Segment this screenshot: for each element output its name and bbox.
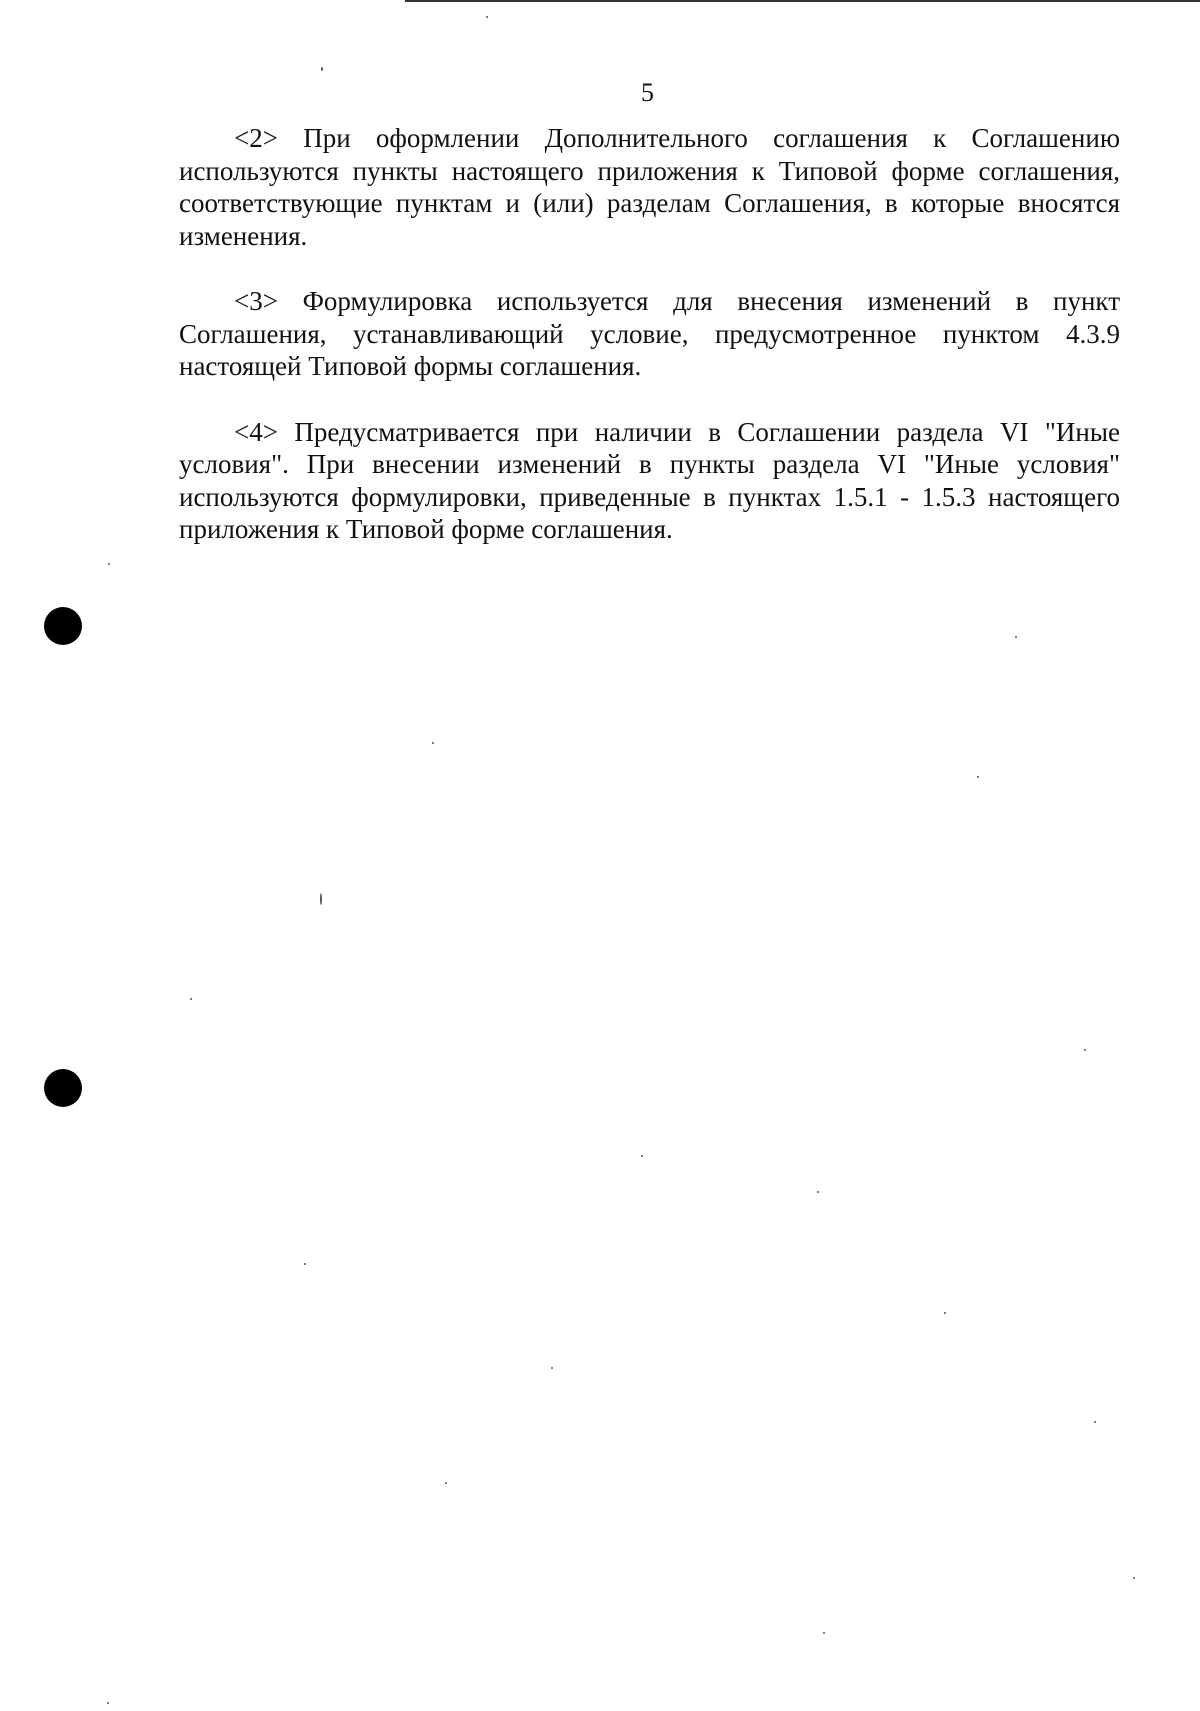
top-edge-rule xyxy=(405,0,1200,2)
scan-speck xyxy=(321,67,323,71)
punch-hole-top xyxy=(44,607,82,645)
scan-speck xyxy=(486,16,488,18)
scan-speck xyxy=(551,1367,553,1369)
footnote-3: <3> Формулировка используется для внесения изменений в пункт Соглашения, устанавливающий условие, предусмотренное пунктом 4.3.9 настоящей Типовой формы соглашения. xyxy=(179,286,1120,381)
scan-speck xyxy=(1084,1049,1086,1051)
scan-speck xyxy=(823,1632,825,1634)
footnote-4: <4> Предусматривается при наличии в Соглашении раздела VI "Иные условия". При внесении изменений в пункты раздела VI "Иные условия" используются формулировки, приведенные в пунктах 1.5.1 - 1.5.3 настоящего приложения к Типовой форме соглашения. xyxy=(179,416,1120,544)
scan-speck xyxy=(320,893,322,905)
footnote-2: <2> При оформлении Дополнительного соглашения к Соглашению используются пункты настоящего приложения к Типовой форме соглашения, соответствующие пунктам и (или) разделам Соглашения, в которые вносятся изменения. xyxy=(179,123,1120,251)
scan-speck xyxy=(944,1312,946,1314)
scan-speck xyxy=(977,776,979,778)
scan-speck xyxy=(1133,1577,1135,1579)
footnotes-section xyxy=(179,122,1120,579)
scan-speck xyxy=(107,1702,109,1704)
scan-speck xyxy=(1094,1421,1096,1423)
scan-speck xyxy=(445,1482,447,1484)
scan-speck xyxy=(108,563,110,565)
page-number: 5 xyxy=(641,78,654,107)
punch-hole-bottom xyxy=(44,1069,82,1107)
scan-speck xyxy=(190,998,192,1000)
scan-speck xyxy=(641,1155,643,1157)
scan-speck xyxy=(432,742,434,744)
scan-speck xyxy=(817,1191,819,1193)
scan-speck xyxy=(1015,636,1017,638)
scan-speck xyxy=(304,1263,306,1265)
